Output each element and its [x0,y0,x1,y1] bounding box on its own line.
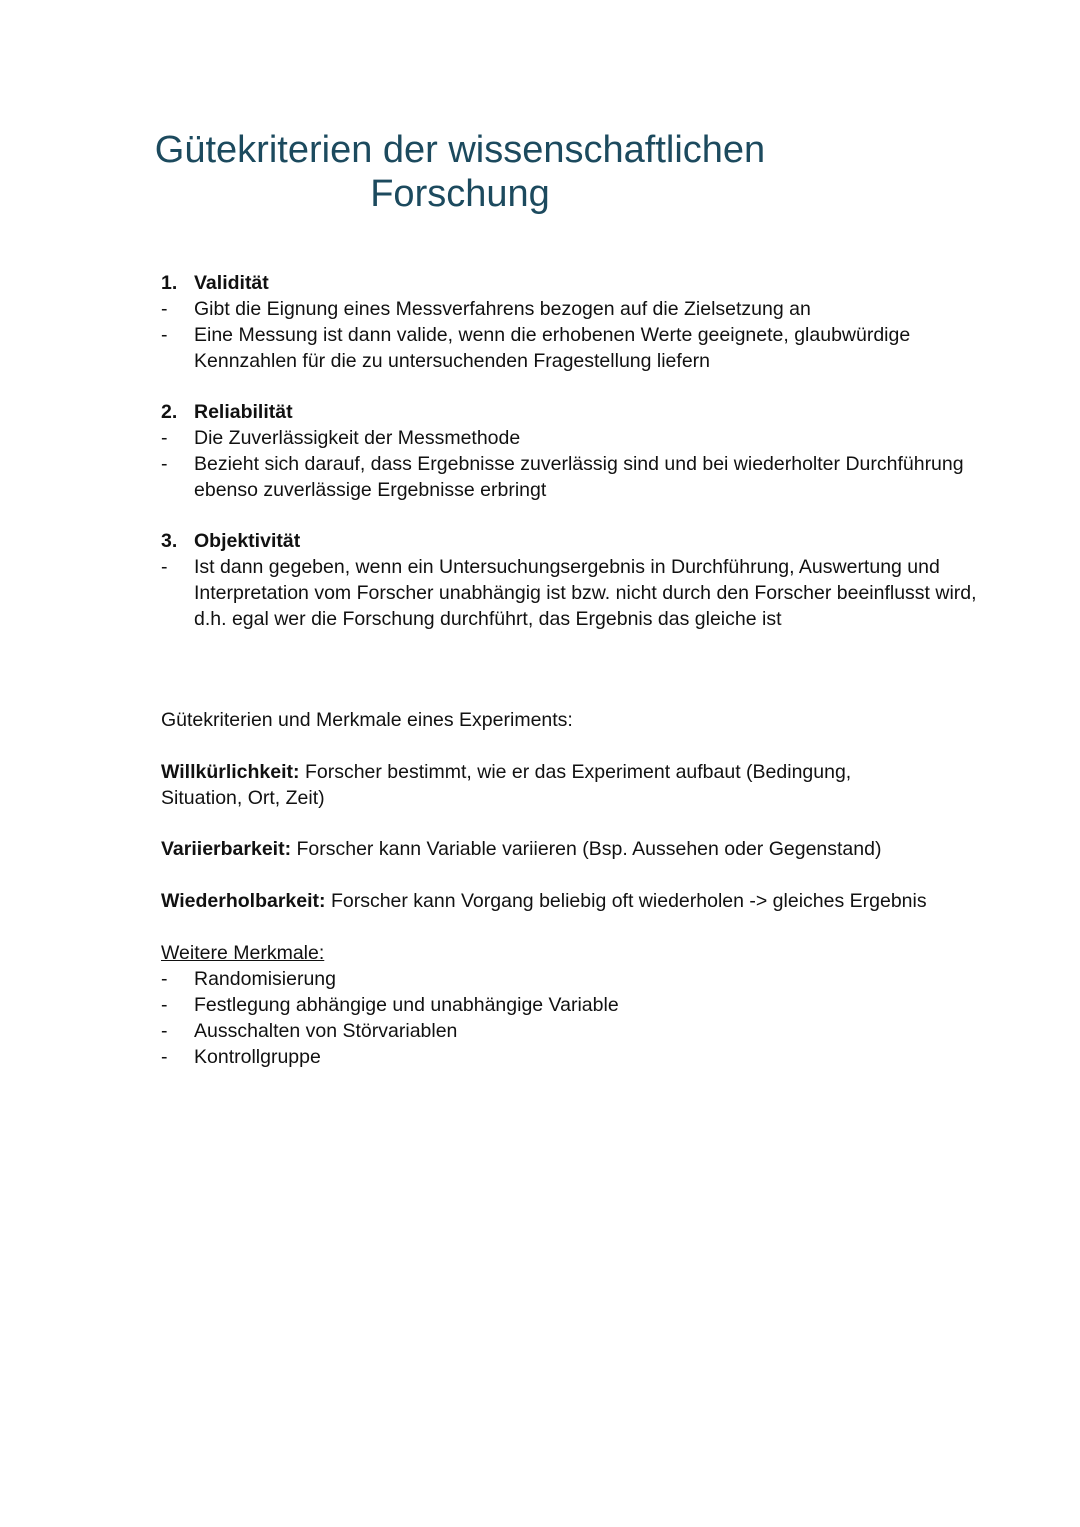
feature-wiederholbarkeit [161,888,1021,914]
criterion-objectivity [161,528,981,632]
criterion-title: Validität [194,272,269,294]
further-features [161,940,981,1070]
list-item-text: Randomisierung [194,968,336,990]
page-title [120,128,800,216]
criterion-heading [161,399,981,425]
feature-variierbarkeit [161,836,981,862]
bullet-marker: - [161,298,168,320]
list-item-text: Ausschalten von Störvariablen [194,1020,458,1042]
list-item [161,992,981,1018]
list-item-text: Die Zuverlässigkeit der Messmethode [194,427,521,449]
feature-text: Forscher kann Vorgang beliebig oft wiederholen -> gleiches Ergebnis [325,890,927,912]
criterion-validity [161,270,981,374]
feature-text: Forscher kann Variable variieren (Bsp. Aussehen oder Gegenstand) [291,838,882,860]
criterion-reliability [161,399,981,503]
list-item-text: Bezieht sich darauf, dass Ergebnisse zuverlässig sind und bei wiederholter Durchführung ebenso zuverlässige Ergebnisse erbringt [194,453,964,501]
bullet-marker: - [161,1046,168,1068]
feature-label: Variierbarkeit: [161,838,292,860]
list-item [161,296,981,322]
experiment-intro [161,707,981,733]
list-item [161,451,981,503]
list-item-text: Kontrollgruppe [194,1046,321,1068]
list-item [161,554,981,632]
page-title-line-2: Forschung [370,173,550,215]
list-item [161,1018,981,1044]
bullet-marker: - [161,1020,168,1042]
feature-text: Forscher bestimmt, wie er das Experiment aufbaut (Bedingung, Situation, Ort, Zeit) [161,761,852,809]
further-features-heading: Weitere Merkmale: [161,942,325,964]
bullet-marker: - [161,994,168,1016]
criterion-number: 2. [161,401,178,423]
criterion-number: 3. [161,530,178,552]
criterion-title: Reliabilität [194,401,293,423]
bullet-marker: - [161,453,168,475]
criterion-heading [161,270,981,296]
list-item-text: Gibt die Eignung eines Messverfahrens bezogen auf die Zielsetzung an [194,298,811,320]
list-item-text: Ist dann gegeben, wenn ein Untersuchungsergebnis in Durchführung, Auswertung und Interpretation vom Forscher unabhängig ist bzw. nicht durch den Forscher beeinflusst wird, d.h. egal wer die Forschung durchführt, das Ergebnis das gleiche ist [194,556,977,630]
criteria-list [161,270,981,632]
experiment-intro-text: Gütekriterien und Merkmale eines Experiments: [161,709,573,731]
feature-label: Wiederholbarkeit: [161,890,326,912]
list-item [161,966,981,992]
bullet-marker: - [161,324,168,346]
criterion-title: Objektivität [194,530,301,552]
feature-label: Willkürlichkeit: [161,761,300,783]
criterion-heading [161,528,981,554]
list-item [161,1044,981,1070]
list-item-text: Festlegung abhängige und unabhängige Variable [194,994,619,1016]
list-item [161,322,981,374]
feature-willkuerlichkeit [161,759,881,811]
bullet-marker: - [161,427,168,449]
list-item [161,425,981,451]
bullet-marker: - [161,556,168,578]
page-title-line-1: Gütekriterien der wissenschaftlichen [154,129,766,171]
bullet-marker: - [161,968,168,990]
list-item-text: Eine Messung ist dann valide, wenn die erhobenen Werte geeignete, glaubwürdige Kennzahlen für die zu untersuchenden Fragestellung liefern [194,324,911,372]
criterion-number: 1. [161,272,178,294]
